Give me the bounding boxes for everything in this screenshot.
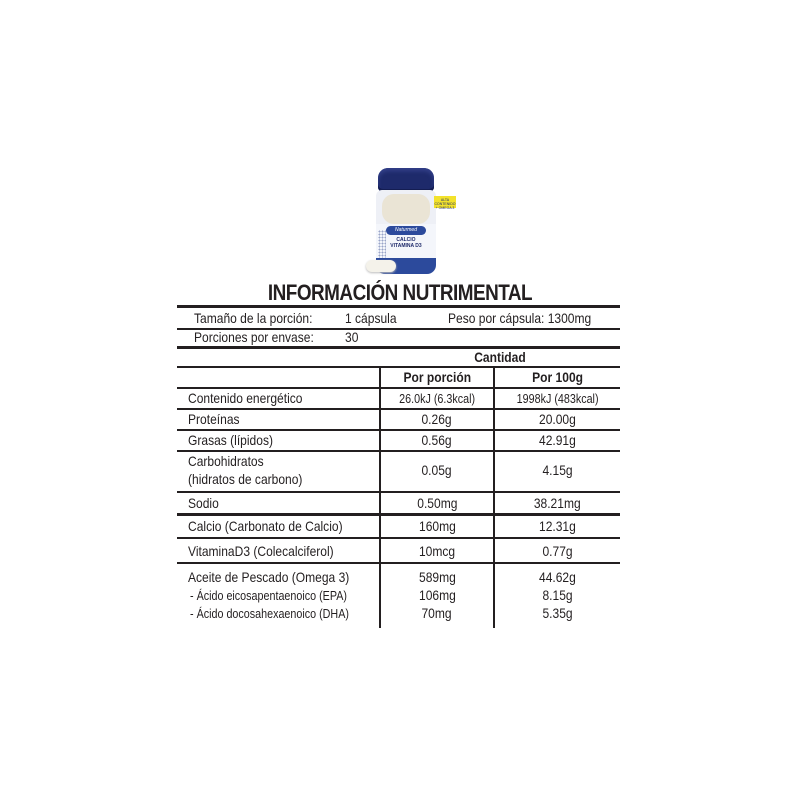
bottle-cap (378, 168, 434, 192)
per-serving-value: 0.56g (421, 432, 453, 448)
brand-logo: Naturmed (386, 226, 426, 235)
nutrient-name: Proteínas (188, 411, 240, 427)
nutrient-name: Grasas (lípidos) (188, 432, 273, 448)
nutrient-name: Contenido energético (188, 390, 303, 406)
per-serving-value: 106mg (418, 587, 456, 603)
divider (177, 387, 620, 389)
nutrient-name-line2: (hidratos de carbono) (188, 471, 303, 487)
per-serving-value: 0.50mg (416, 495, 458, 511)
per-100g-value: 20.00g (539, 411, 576, 427)
per-100g-value: 1998kJ (483kcal) (516, 392, 599, 406)
product-name: CALCIO VITAMINA D3 (390, 237, 422, 249)
per-100g-value: 5.35g (542, 605, 573, 621)
serving-size-label: Tamaño de la porción: (194, 310, 313, 326)
divider (177, 408, 620, 410)
nutrient-subname: - Ácido docosahexaenoico (DHA) (190, 607, 349, 621)
servings-per-container-value: 30 (345, 329, 359, 345)
product-image (364, 168, 460, 278)
per-100g-value: 42.91g (539, 432, 576, 448)
divider (177, 366, 620, 368)
divider (177, 450, 620, 452)
capsule-weight: Peso por cápsula: 1300mg (448, 310, 592, 326)
capsules-inside (382, 194, 430, 224)
quantity-header: Cantidad (473, 349, 526, 365)
nutrient-name: Calcio (Carbonato de Calcio) (188, 518, 343, 534)
serving-size-value: 1 cápsula (345, 310, 397, 326)
nutrient-name: Carbohidratos (188, 453, 264, 469)
nutrient-name: VitaminaD3 (Colecalciferol) (188, 543, 334, 559)
per-100g-header: Por 100g (532, 369, 583, 385)
divider-thick (177, 305, 620, 308)
per-serving-value: 0.05g (421, 462, 453, 478)
capsule-pill (366, 260, 396, 272)
per-serving-value: 160mg (418, 518, 456, 534)
per-100g-value: 12.31g (539, 518, 576, 534)
nutrient-name: Sodio (188, 495, 219, 511)
promo-sticker: ALTA CONTENIDO + OMEGA 3 (434, 198, 456, 210)
page-title: INFORMACIÓN NUTRIMENTAL (267, 280, 533, 305)
per-100g-value: 0.77g (542, 543, 573, 559)
per-100g-value: 44.62g (539, 569, 576, 585)
nutrient-subname: - Ácido eicosapentaenoico (EPA) (190, 589, 347, 603)
per-100g-value: 4.15g (542, 462, 573, 478)
divider (177, 562, 620, 564)
divider (177, 491, 620, 493)
divider (177, 429, 620, 431)
per-serving-value: 26.0kJ (6.3kcal) (399, 392, 475, 406)
divider (177, 537, 620, 539)
servings-per-container-label: Porciones por envase: (194, 329, 314, 345)
nutrient-name: Aceite de Pescado (Omega 3) (188, 569, 350, 585)
per-serving-value: 70mg (421, 605, 453, 621)
per-serving-value: 10mcg (418, 543, 456, 559)
per-serving-header: Por porción (403, 369, 471, 385)
per-100g-value: 8.15g (542, 587, 573, 603)
per-serving-value: 0.26g (421, 411, 453, 427)
per-serving-value: 589mg (418, 569, 456, 585)
per-100g-value: 38.21mg (534, 495, 581, 511)
divider-thick (177, 513, 620, 516)
